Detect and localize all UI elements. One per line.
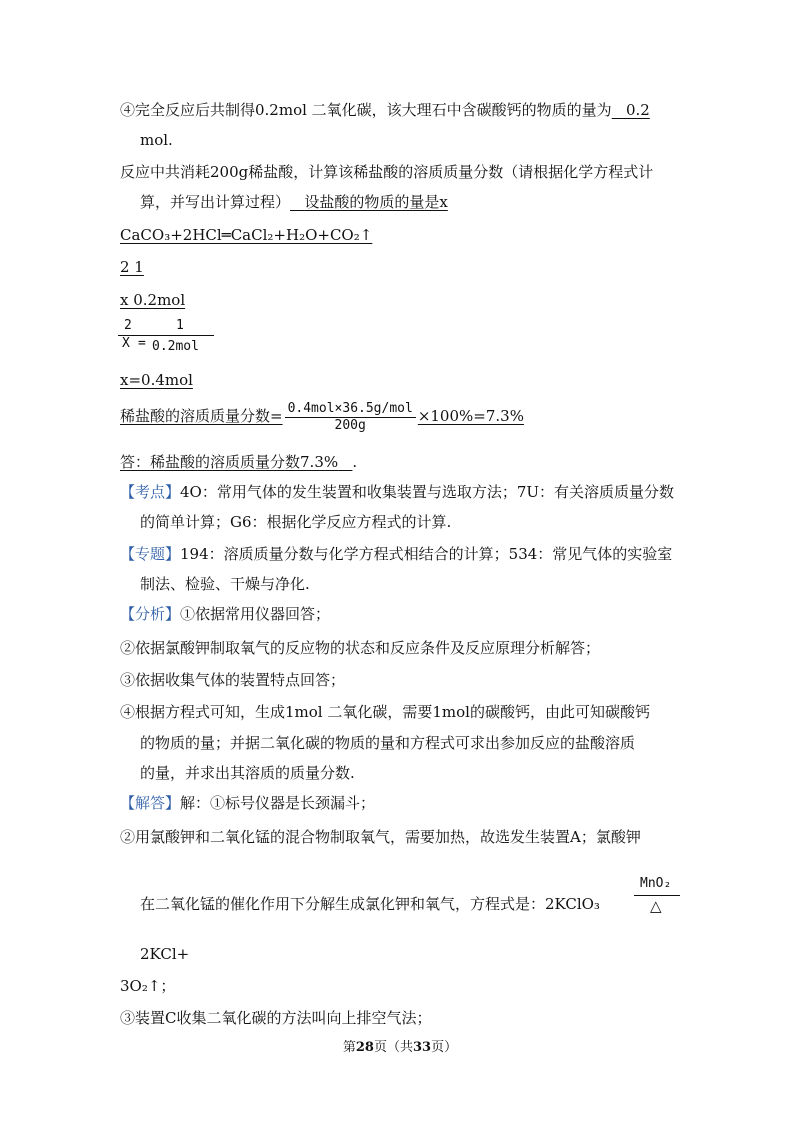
- jieda-line-6: ③装置C收集二氧化碳的方法叫向上排空气法；: [120, 1009, 432, 1027]
- jieda-line-2: ②用氯酸钾和二氧化锰的混合物制取氧气，需要加热，故选发生装置A；氯酸钾: [120, 828, 641, 846]
- question-4-line: [120, 100, 650, 120]
- kaodian-tag: 【考点】: [120, 483, 181, 501]
- fenxi-line-3: ③依据收集气体的装置特点回答；: [120, 671, 346, 689]
- question-text-line-2: [140, 192, 448, 212]
- footer-page-number: 28: [355, 1040, 374, 1055]
- frac-num-right: 1: [176, 318, 184, 333]
- jieda-line-3: 在二氧化锰的催化作用下分解生成氯化钾和氧气，方程式是：2KClO₃: [140, 895, 600, 913]
- frac-num-left: 2: [124, 318, 132, 333]
- mass-fraction-label: 稀盐酸的溶质质量分数=: [120, 407, 283, 425]
- zhuanti-line-1: [120, 544, 672, 564]
- unit-line: mol.: [140, 131, 173, 149]
- jieda-line-4: 2KCl+: [140, 945, 190, 963]
- proportion-fraction: [118, 316, 218, 356]
- x-value: x=0.4mol: [120, 371, 193, 389]
- answer-value: 0.2: [626, 101, 650, 119]
- question-text-line: 反应中共消耗200g稀盐酸，计算该稀盐酸的溶质质量分数（请根据化学方程式计: [120, 163, 654, 181]
- answer-text: [120, 453, 352, 471]
- fenxi-line-6: 的量，并求出其溶质的质量分数.: [140, 764, 355, 782]
- zhuanti-text-1: 194：溶质质量分数与化学方程式相结合的计算；534：常见气体的实验室: [180, 545, 673, 563]
- answer-blank: [612, 101, 650, 119]
- fenxi-line-5: 的物质的量；并据二氧化碳的物质的量和方程式可求出参加反应的盐酸溶质: [140, 734, 636, 752]
- quantity-line: x 0.2mol: [120, 291, 186, 309]
- zhuanti-line-2: 制法、检验、干燥与净化.: [140, 575, 310, 593]
- fenxi-line-2: ②依据氯酸钾制取氧气的反应物的状态和反应条件及反应原理分析解答；: [120, 639, 601, 657]
- answer-text-content: 答：稀盐酸的溶质质量分数7.3%: [120, 453, 339, 471]
- jieda-line-1: [120, 793, 375, 813]
- footer-suffix: 页）: [431, 1040, 458, 1055]
- solution-start: [290, 193, 448, 211]
- kaodian-line-1: [120, 482, 674, 502]
- condition-heat: △: [650, 897, 662, 915]
- mass-fraction-den: 200g: [334, 417, 366, 433]
- zhuanti-tag: 【专题】: [120, 545, 181, 563]
- footer-total-pages: 33: [413, 1040, 432, 1055]
- jieda-tag: 【解答】: [120, 794, 181, 812]
- mass-fraction-frac: [285, 401, 416, 434]
- answer-line: [120, 452, 357, 472]
- reaction-condition: [632, 876, 682, 920]
- frac-den-left: X: [122, 336, 130, 351]
- question-4-text: ④完全反应后共制得0.2mol 二氧化碳，该大理石中含碳酸钙的物质的量为: [120, 101, 612, 119]
- fenxi-text-1: ①依据常用仪器回答；: [180, 605, 331, 623]
- answer-period: .: [352, 453, 358, 471]
- mass-fraction-tail: ×100%=7.3%: [417, 407, 524, 425]
- footer-prefix: 第: [342, 1040, 356, 1055]
- question-text-part: 算，并写出计算过程）: [140, 193, 291, 211]
- fenxi-line-1: [120, 604, 330, 624]
- condition-bar: [634, 895, 680, 896]
- footer-mid: 页（共: [373, 1040, 413, 1055]
- mass-fraction-num: 0.4mol×36.5g/mol: [285, 401, 416, 418]
- fraction-bar: [118, 335, 214, 336]
- ratio-line: 2 1: [120, 258, 144, 276]
- fenxi-line-4: ④根据方程式可知，生成1mol 二氧化碳，需要1mol的碳酸钙，由此可知碳酸钙: [120, 703, 650, 721]
- kaodian-text-1: 4O：常用气体的发生装置和收集装置与选取方法；7U：有关溶质质量分数: [180, 483, 675, 501]
- kaodian-line-2: 的简单计算；G6：根据化学反应方程式的计算.: [140, 513, 452, 531]
- jieda-line-5: 3O₂↑；: [120, 977, 176, 995]
- page-footer: [0, 1036, 800, 1055]
- mass-fraction-line: [120, 398, 524, 434]
- solution-start-text: 设盐酸的物质的量是x: [304, 193, 448, 211]
- fenxi-tag: 【分析】: [120, 605, 181, 623]
- chemical-equation: CaCO₃+2HCl═CaCl₂+H₂O+CO₂↑: [120, 226, 373, 244]
- condition-catalyst: MnO₂: [640, 876, 672, 891]
- jieda-text-1: 解：①标号仪器是长颈漏斗；: [180, 794, 376, 812]
- frac-eq-sign: =: [138, 336, 146, 351]
- frac-den-right: 0.2mol: [152, 339, 199, 354]
